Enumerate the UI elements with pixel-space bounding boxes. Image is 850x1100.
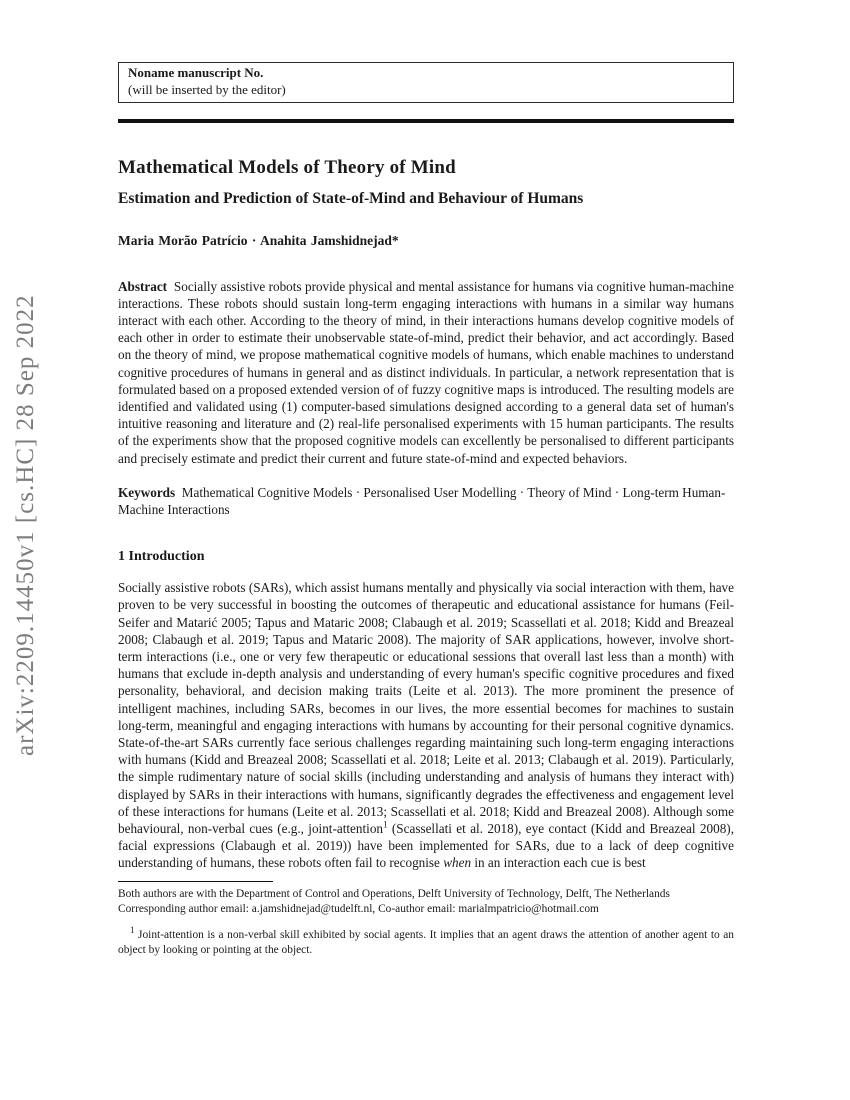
footnote-1-text: Joint-attention is a non-verbal skill exhibited by social agents. It implies that an agent draws the attention of another agent to an object by looking or pointing at the object.	[118, 929, 734, 957]
authors-line: Maria Morão Patrício · Anahita Jamshidnejad*	[118, 232, 399, 248]
footnote-ref-1: 1	[383, 819, 388, 830]
footnote-separator-rule	[118, 881, 273, 883]
introduction-text-part1: Socially assistive robots (SARs), which assist humans mentally and physically via social interaction with them, have proven to be very successful in boosting the outcomes of therapeutic and educational assistance for humans (Feil-Seifer and Matarić 2005; Tapus and Mataric 2008; Clabaugh et al. 2019; Scassellati et al. 2018; Kidd and Breazeal 2008; Clabaugh et al. 2019; Tapus and Mataric 2008). The majority of SAR applications, however, involve short-term interactions (i.e., one or very few therapeutic or educational sessions that overall last less than a month) with humans that exclude in-depth analysis and understanding of every human's specific cognitive procedures and fixed personality, behavioral, and decision making traits (Leite et al. 2013). The more prominent the presence of intelligent machines, including SARs, becomes in our lives, the more essential becomes for machines to sustain long-term, meaningful and engaging interactions with humans by accounting for their personal cognitive dynamics. State-of-the-art SARs currently face serious challenges regarding maintaining such long-term engaging interactions with humans (Kidd and Breazeal 2008; Scassellati et al. 2018; Leite et al. 2013; Clabaugh et al. 2019). Particularly, the simple rudimentary nature of social skills (including understanding and analysis of humans they interact with) displayed by SARs in their interactions with humans, significantly degrades the effectiveness and engagement level of these interactions for humans (Leite et al. 2013; Scassellati et al. 2018; Kidd and Breazeal 2008). Although some behavioural, non-verbal cues (e.g., joint-attention	[118, 580, 734, 836]
abstract-text: Socially assistive robots provide physical and mental assistance for humans via cognitive human-machine interactions. These robots should sustain long-term engaging interactions with humans in a similar way humans interact with each other. According to the theory of mind, in their interactions humans develop cognitive models of each other in order to estimate their unobservable state-of-mind, predict their behavior, and act accordingly. Based on the theory of mind, we propose mathematical cognitive models of humans, which enable machines to understand cognitive procedures of humans in general and as distinct individuals. In particular, a network representation that is formulated based on a proposed extended version of of fuzzy cognitive maps is introduced. The resulting models are identified and validated using (1) computer-based simulations designed according to a general data set of human's intuitive reasoning and literature and (2) real-life personalised experiments with 15 human participants. The results of the experiments show that the proposed cognitive models can excellently be personalised to different participants and precisely estimate and predict their current and future state-of-mind and expected behaviors.	[118, 278, 735, 466]
footnote-1-marker: 1	[130, 925, 135, 936]
section-heading-introduction: 1 Introduction	[118, 549, 205, 565]
paper-subtitle: Estimation and Prediction of State-of-Mind and Behaviour of Humans	[118, 189, 584, 207]
introduction-text-part2: (Scassellati et al. 2018), eye contact (Kidd and Breazeal 2008), facial expressions (Clabaugh et al. 2019)) have been implemented for SARs, due to a lack of deep cognitive understanding of humans, these robots often fail to recognise	[118, 820, 734, 871]
affiliation-line-1: Both authors are with the Department of Control and Operations, Delft University of Technology, Delft, The Netherlands	[118, 888, 670, 901]
arxiv-watermark: arXiv:2209.14450v1 [cs.HC] 28 Sep 2022	[12, 294, 39, 756]
manuscript-note-line1: Noname manuscript No.	[128, 65, 264, 80]
header-rule	[118, 119, 734, 123]
paper-title: Mathematical Models of Theory of Mind	[118, 156, 456, 178]
emphasis-when: when	[443, 855, 472, 871]
manuscript-note-box	[118, 62, 734, 103]
keywords-label: Keywords	[118, 484, 176, 500]
keywords-paragraph	[118, 484, 734, 518]
manuscript-note-line2: (will be inserted by the editor)	[128, 81, 286, 97]
introduction-paragraph	[118, 579, 734, 871]
abstract-label: Abstract	[118, 278, 168, 294]
introduction-text-part3: in an interaction each cue is best	[471, 855, 646, 871]
paper-content-column	[118, 0, 734, 958]
footnote-1	[118, 925, 734, 958]
affiliation-line-2: Corresponding author email: a.jamshidnejad@tudelft.nl, Co-author email: marialmpatricio@hotmail.com	[118, 903, 599, 916]
keywords-text: Mathematical Cognitive Models · Personalised User Modelling · Theory of Mind · Long-term Human-Machine Interactions	[118, 484, 726, 517]
abstract-paragraph	[118, 278, 734, 467]
affiliation-block	[118, 887, 734, 917]
